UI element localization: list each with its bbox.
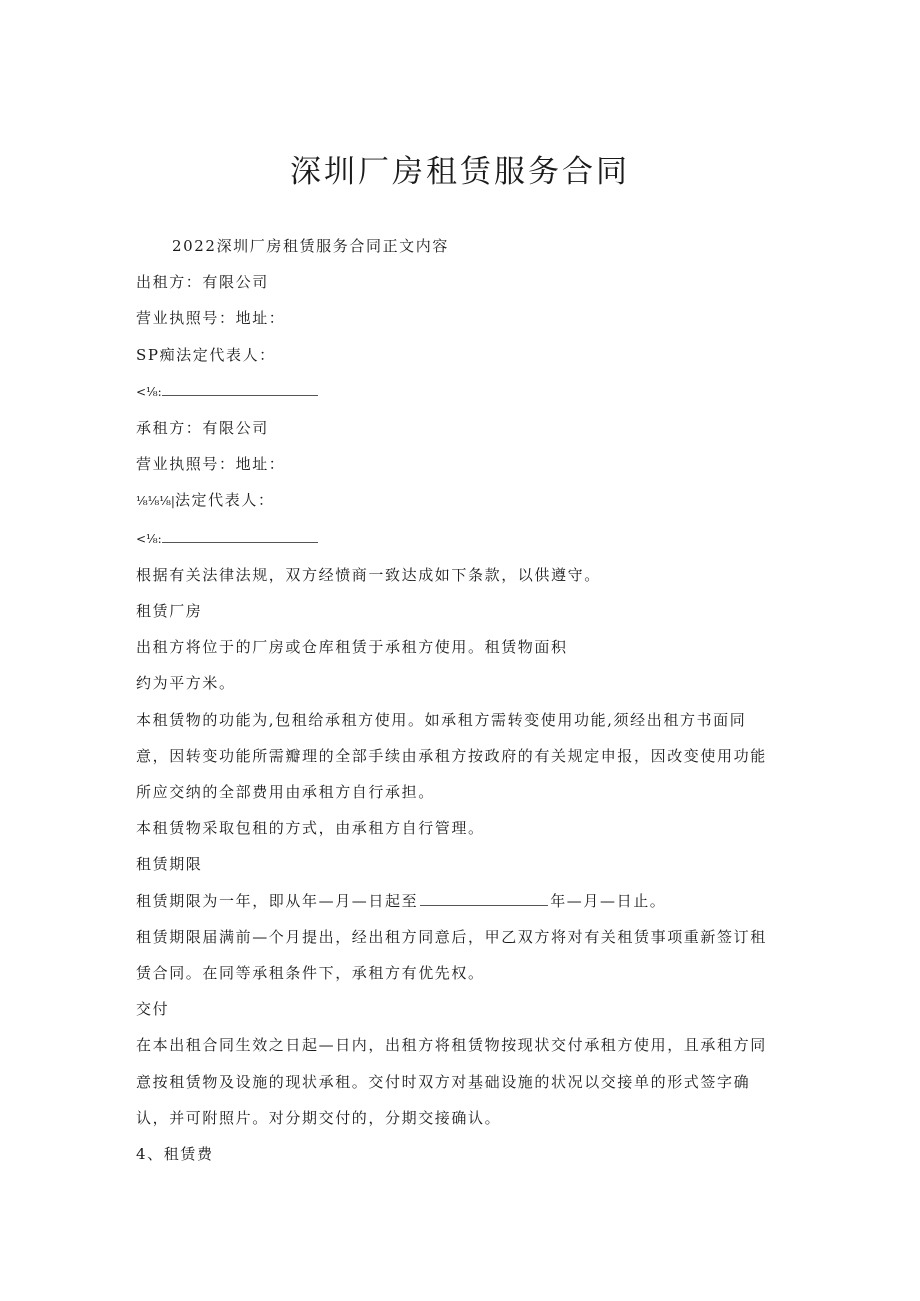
- lessee-line: 承租方：有限公司: [136, 419, 269, 438]
- lessor-sign-label: <⅛:: [136, 384, 162, 399]
- paragraph-line: 赁合同。在同等承租条件下，承租方有优先权。: [136, 964, 485, 983]
- lessee-signature-line: [136, 520, 786, 557]
- lessor-representative-line: [136, 337, 786, 373]
- paragraph-line: 租赁期限届满前—个月提出，经出租方同意后，甲乙双方将对有关租赁事项重新签订租: [136, 927, 767, 946]
- section-heading-term: 租赁期限: [136, 855, 203, 874]
- lessor-signature-line: [136, 373, 786, 410]
- document-subtitle: 2022深圳厂房租赁服务合同正文内容: [172, 237, 449, 255]
- lessor-rep-prefix: SP痴: [136, 345, 177, 364]
- document-body: [136, 228, 786, 1172]
- section-heading-premises: 租赁厂房: [136, 602, 203, 621]
- lessee-rep-label: 法定代表人：: [174, 491, 275, 510]
- term-dates-line: [136, 883, 786, 919]
- term-end-blank: [420, 891, 548, 906]
- paragraph-line: 在本出租合同生效之日起—日内，出租方将租赁物按现状交付承租方使用，且承租方同: [136, 1036, 767, 1055]
- lessee-license-line: 营业执照号：地址：: [136, 455, 286, 474]
- section-heading-rent: 4、租赁费: [136, 1145, 214, 1164]
- lessee-sign-label: <⅛:: [136, 531, 162, 546]
- lessor-license-line: 营业执照号：地址：: [136, 309, 286, 328]
- paragraph-line: 意按租赁物及设施的现状承租。交付时双方对基础设施的状况以交接单的形式签字确: [136, 1072, 751, 1091]
- paragraph-line: 认，并可附照片。对分期交付的，分期交接确认。: [136, 1108, 502, 1127]
- lessee-signature-blank: [162, 528, 318, 543]
- lessor-signature-blank: [162, 381, 318, 396]
- lessor-line: 出租方：有限公司: [136, 273, 269, 292]
- paragraph-line: 意，因转变功能所需瓣理的全部手续由承租方按政府的有关规定申报，因改变使用功能: [136, 746, 767, 765]
- lessee-representative-line: [136, 482, 786, 519]
- paragraph-line: 所应交纳的全部费用由承租方自行承担。: [136, 783, 435, 802]
- paragraph-line: 本租赁物的功能为,包租给承租方使用。如承租方需转变使用功能,须经出租方书面同: [136, 710, 747, 729]
- document-title: 深圳厂房租赁服务合同: [290, 154, 630, 190]
- term-end-text: 年—月—日止。: [550, 891, 667, 910]
- paragraph-line: 出租方将位于的厂房或仓库租赁于承租方使用。租赁物面积: [136, 638, 568, 657]
- term-start-text: 租赁期限为一年，即从年—月—日起至: [136, 891, 419, 910]
- paragraph-line: 本租赁物采取包租的方式，由承租方自行管理。: [136, 819, 485, 838]
- lessee-rep-prefix: ⅛⅛⅛|: [136, 494, 175, 509]
- preamble: 根据有关法律法规，双方经愤商一致达成如下条款，以供遵守。: [136, 565, 601, 584]
- section-heading-delivery: 交付: [136, 1000, 170, 1019]
- lessor-rep-label: 法定代表人：: [176, 345, 276, 364]
- paragraph-line: 约为平方米。: [136, 674, 236, 693]
